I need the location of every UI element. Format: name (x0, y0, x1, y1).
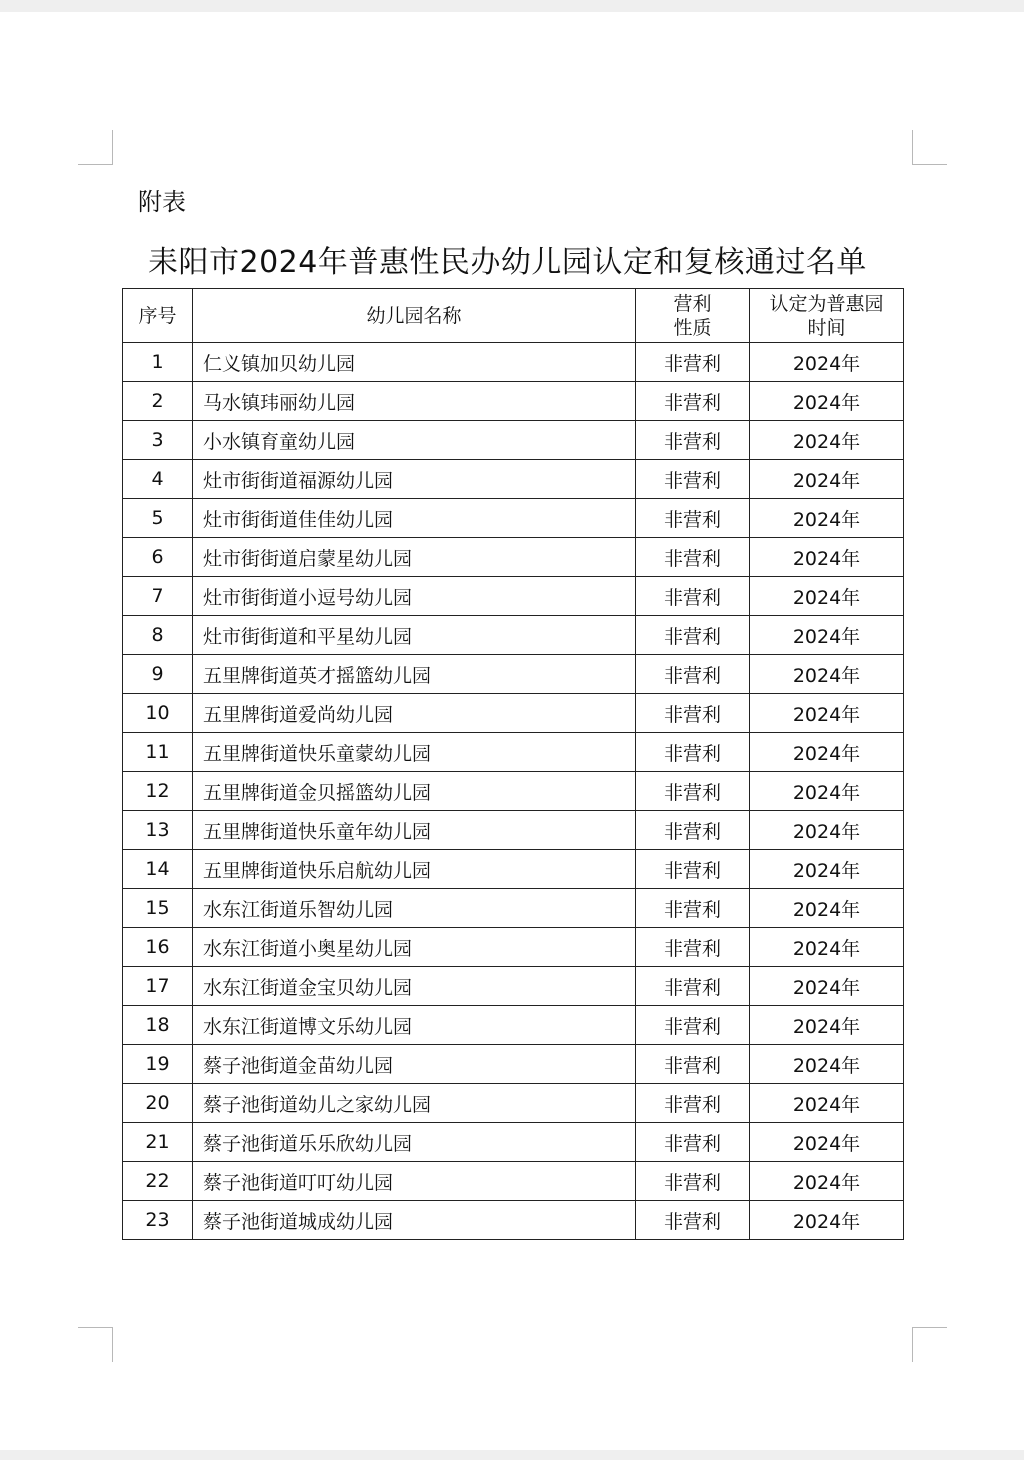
table-row (123, 889, 904, 928)
cell-nature: 非营利 (636, 733, 750, 772)
header-time-line2: 时间 (807, 316, 846, 339)
cell-nature: 非营利 (636, 343, 750, 382)
cell-nature: 非营利 (636, 850, 750, 889)
table-row (123, 1006, 904, 1045)
kindergarten-table (122, 288, 904, 1240)
cell-name: 马水镇玮丽幼儿园 (193, 382, 636, 421)
header-index: 序号 (123, 289, 193, 343)
cell-index: 22 (123, 1162, 193, 1201)
cell-name: 水东江街道乐智幼儿园 (193, 889, 636, 928)
cell-index: 2 (123, 382, 193, 421)
cell-name: 蔡子池街道金苗幼儿园 (193, 1045, 636, 1084)
cell-year: 2024年 (750, 967, 904, 1006)
cell-index: 23 (123, 1201, 193, 1240)
cell-index: 12 (123, 772, 193, 811)
table-row (123, 499, 904, 538)
cell-nature: 非营利 (636, 616, 750, 655)
table-row (123, 1201, 904, 1240)
cell-year: 2024年 (750, 382, 904, 421)
cell-name: 五里牌街道快乐启航幼儿园 (193, 850, 636, 889)
cell-index: 16 (123, 928, 193, 967)
cell-year: 2024年 (750, 577, 904, 616)
cell-nature: 非营利 (636, 1084, 750, 1123)
cell-index: 5 (123, 499, 193, 538)
table-row (123, 811, 904, 850)
cell-nature: 非营利 (636, 694, 750, 733)
cell-index: 11 (123, 733, 193, 772)
table-row (123, 538, 904, 577)
cell-index: 14 (123, 850, 193, 889)
cell-nature: 非营利 (636, 1006, 750, 1045)
cell-nature: 非营利 (636, 421, 750, 460)
cell-index: 3 (123, 421, 193, 460)
cell-name: 蔡子池街道叮叮幼儿园 (193, 1162, 636, 1201)
header-nature-line2: 性质 (673, 316, 712, 339)
cell-index: 20 (123, 1084, 193, 1123)
cell-index: 4 (123, 460, 193, 499)
cell-name: 水东江街道博文乐幼儿园 (193, 1006, 636, 1045)
cell-year: 2024年 (750, 811, 904, 850)
cell-year: 2024年 (750, 421, 904, 460)
table-row (123, 1084, 904, 1123)
cell-index: 17 (123, 967, 193, 1006)
cell-nature: 非营利 (636, 655, 750, 694)
cell-index: 13 (123, 811, 193, 850)
cell-nature: 非营利 (636, 889, 750, 928)
cell-name: 五里牌街道金贝摇篮幼儿园 (193, 772, 636, 811)
header-nature-line1: 营利 (673, 292, 712, 315)
cell-name: 仁义镇加贝幼儿园 (193, 343, 636, 382)
table-row (123, 460, 904, 499)
cell-year: 2024年 (750, 889, 904, 928)
cell-index: 7 (123, 577, 193, 616)
cell-year: 2024年 (750, 733, 904, 772)
cell-year: 2024年 (750, 499, 904, 538)
cell-year: 2024年 (750, 928, 904, 967)
table-row (123, 577, 904, 616)
cell-year: 2024年 (750, 460, 904, 499)
appendix-label: 附表 (138, 188, 186, 216)
table-row (123, 967, 904, 1006)
table-row (123, 1162, 904, 1201)
cell-year: 2024年 (750, 1162, 904, 1201)
cell-name: 五里牌街道快乐童蒙幼儿园 (193, 733, 636, 772)
cell-name: 灶市街街道佳佳幼儿园 (193, 499, 636, 538)
cell-index: 15 (123, 889, 193, 928)
cell-name: 水东江街道金宝贝幼儿园 (193, 967, 636, 1006)
table-row (123, 928, 904, 967)
header-time-line1: 认定为普惠园 (769, 292, 884, 315)
cell-nature: 非营利 (636, 499, 750, 538)
page-title: 耒阳市2024年普惠性民办幼儿园认定和复核通过名单 (148, 245, 867, 280)
cell-year: 2024年 (750, 1006, 904, 1045)
table-row (123, 733, 904, 772)
cell-index: 10 (123, 694, 193, 733)
cell-index: 6 (123, 538, 193, 577)
cell-name: 灶市街街道福源幼儿园 (193, 460, 636, 499)
table-row (123, 694, 904, 733)
table-body (123, 343, 904, 1240)
page-corner-mark-bottom-right (912, 1327, 947, 1362)
page-corner-mark-bottom-left (78, 1327, 113, 1362)
cell-name: 五里牌街道快乐童年幼儿园 (193, 811, 636, 850)
cell-name: 灶市街街道小逗号幼儿园 (193, 577, 636, 616)
cell-name: 灶市街街道启蒙星幼儿园 (193, 538, 636, 577)
cell-year: 2024年 (750, 616, 904, 655)
header-time (750, 289, 904, 343)
cell-index: 19 (123, 1045, 193, 1084)
cell-nature: 非营利 (636, 577, 750, 616)
cell-nature: 非营利 (636, 1162, 750, 1201)
cell-nature: 非营利 (636, 811, 750, 850)
cell-nature: 非营利 (636, 460, 750, 499)
cell-year: 2024年 (750, 343, 904, 382)
cell-year: 2024年 (750, 1123, 904, 1162)
table-header-row (123, 289, 904, 343)
table-row (123, 1045, 904, 1084)
table-row (123, 343, 904, 382)
cell-index: 21 (123, 1123, 193, 1162)
cell-name: 蔡子池街道幼儿之家幼儿园 (193, 1084, 636, 1123)
table-row (123, 1123, 904, 1162)
cell-nature: 非营利 (636, 1123, 750, 1162)
table-row (123, 421, 904, 460)
cell-nature: 非营利 (636, 772, 750, 811)
cell-name: 蔡子池街道城成幼儿园 (193, 1201, 636, 1240)
cell-nature: 非营利 (636, 1045, 750, 1084)
header-name: 幼儿园名称 (193, 289, 636, 343)
cell-nature: 非营利 (636, 1201, 750, 1240)
header-nature (636, 289, 750, 343)
cell-year: 2024年 (750, 1045, 904, 1084)
cell-nature: 非营利 (636, 967, 750, 1006)
cell-year: 2024年 (750, 772, 904, 811)
cell-year: 2024年 (750, 538, 904, 577)
cell-name: 水东江街道小奥星幼儿园 (193, 928, 636, 967)
cell-name: 小水镇育童幼儿园 (193, 421, 636, 460)
cell-nature: 非营利 (636, 382, 750, 421)
cell-name: 灶市街街道和平星幼儿园 (193, 616, 636, 655)
table-row (123, 850, 904, 889)
table-row (123, 772, 904, 811)
table-row (123, 382, 904, 421)
cell-year: 2024年 (750, 655, 904, 694)
cell-name: 蔡子池街道乐乐欣幼儿园 (193, 1123, 636, 1162)
cell-name: 五里牌街道英才摇篮幼儿园 (193, 655, 636, 694)
cell-name: 五里牌街道爱尚幼儿园 (193, 694, 636, 733)
cell-index: 9 (123, 655, 193, 694)
cell-index: 1 (123, 343, 193, 382)
cell-year: 2024年 (750, 1084, 904, 1123)
cell-year: 2024年 (750, 850, 904, 889)
page-corner-mark-top-right (912, 130, 947, 165)
cell-nature: 非营利 (636, 538, 750, 577)
cell-index: 18 (123, 1006, 193, 1045)
page-corner-mark-top-left (78, 130, 113, 165)
cell-year: 2024年 (750, 694, 904, 733)
cell-index: 8 (123, 616, 193, 655)
table-row (123, 616, 904, 655)
cell-nature: 非营利 (636, 928, 750, 967)
cell-year: 2024年 (750, 1201, 904, 1240)
table-row (123, 655, 904, 694)
